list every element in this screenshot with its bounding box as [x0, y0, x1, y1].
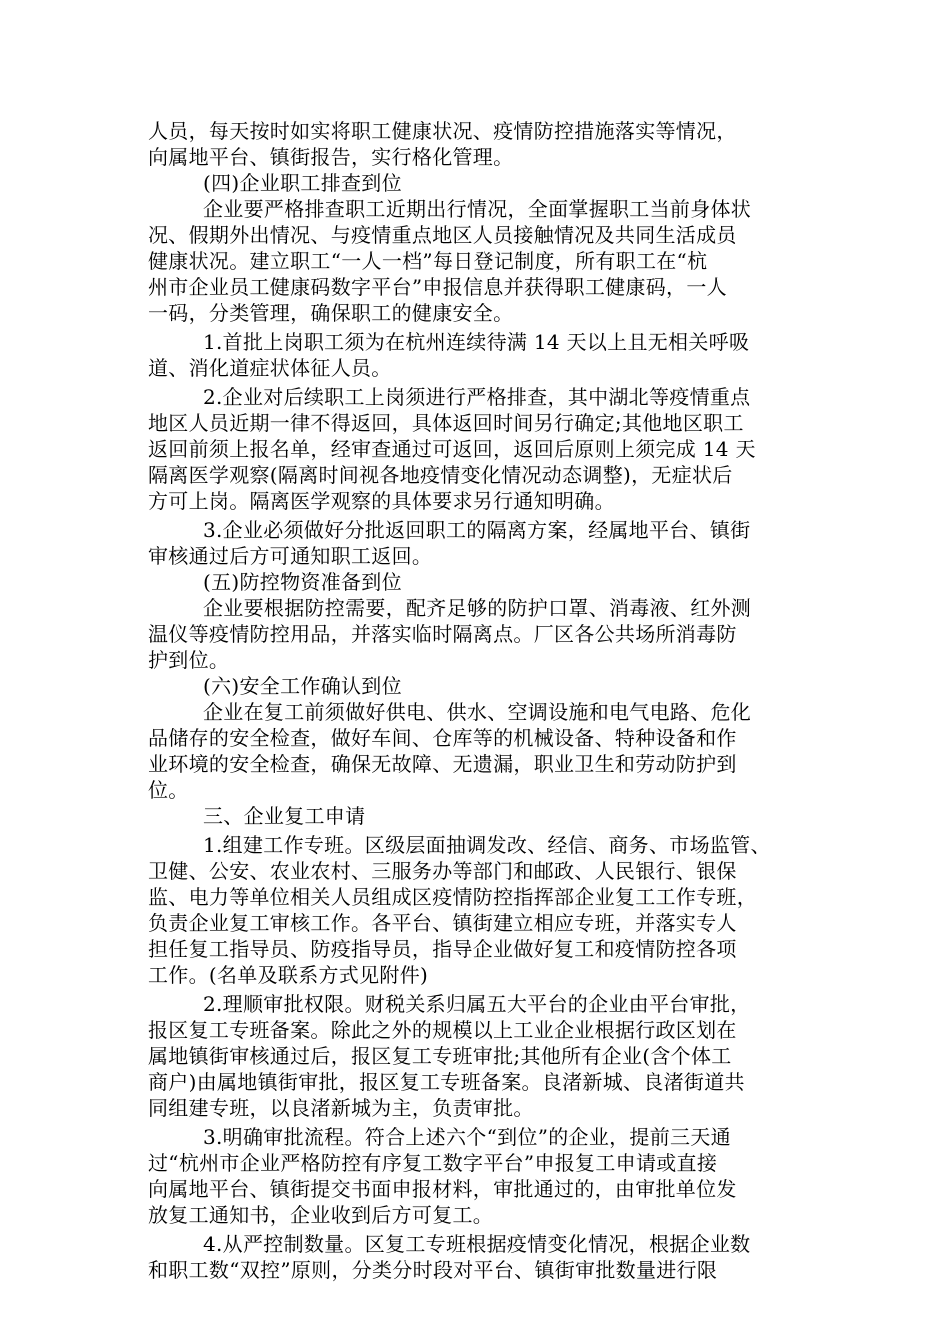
document-line: 企业在复工前须做好供电、供水、空调设施和电气电路、危化 — [203, 700, 752, 724]
document-line: 过“杭州市企业严格防控有序复工数字平台”申报复工申请或直接 — [148, 1151, 718, 1175]
document-line: 同组建专班，以良渚新城为主，负责审批。 — [148, 1096, 534, 1120]
document-line: (四)企业职工排查到位 — [203, 171, 402, 195]
document-line: 报区复工专班备案。除此之外的规模以上工业企业根据行政区划在 — [148, 1018, 737, 1042]
document-line: 4.从严控制数量。区复工专班根据疫情变化情况，根据企业数 — [203, 1232, 751, 1256]
document-line: 3.企业必须做好分批返回职工的隔离方案，经属地平台、镇街 — [203, 518, 751, 542]
document-line: 1.首批上岗职工须为在杭州连续待满 14 天以上且无相关呼吸 — [203, 330, 750, 354]
document-line: 1.组建工作专班。区级层面抽调发改、经信、商务、市场监管、 — [203, 833, 771, 857]
document-line: 企业要根据防控需要，配齐足够的防护口罩、消毒液、红外测 — [203, 596, 752, 620]
document-line: 属地镇街审核通过后，报区复工专班审批;其他所有企业(含个体工 — [148, 1044, 732, 1068]
document-line: 温仪等疫情防控用品，并落实临时隔离点。厂区各公共场所消毒防 — [148, 622, 737, 646]
document-line: 2.企业对后续职工上岗须进行严格排查，其中湖北等疫情重点 — [203, 385, 751, 409]
document-line: 审核通过后方可通知职工返回。 — [148, 544, 433, 568]
document-line: 工作。(名单及联系方式见附件) — [148, 963, 429, 987]
document-line: 况、假期外出情况、与疫情重点地区人员接触情况及共同生活成员 — [148, 223, 737, 247]
document-line: 和职工数“双控”原则，分类分时段对平台、镇街审批数量进行限 — [148, 1258, 718, 1282]
document-line: 负责企业复工审核工作。各平台、镇街建立相应专班，并落实专人 — [148, 911, 737, 935]
document-line: 三、企业复工申请 — [203, 804, 366, 828]
document-line: 健康状况。建立职工“一人一档”每日登记制度，所有职工在“杭 — [148, 249, 708, 273]
document-line: 业环境的安全检查，确保无故障、无遗漏，职业卫生和劳动防护到 — [148, 752, 737, 776]
document-line: 州市企业员工健康码数字平台”申报信息并获得职工健康码，一人 — [148, 275, 727, 299]
document-line: 担任复工指导员、防疫指导员，指导企业做好复工和疫情防控各项 — [148, 937, 737, 961]
document-line: 位。 — [148, 778, 189, 802]
document-line: (五)防控物资准备到位 — [203, 570, 402, 594]
document-line: 企业要严格排查职工近期出行情况，全面掌握职工当前身体状 — [203, 197, 752, 221]
document-line: (六)安全工作确认到位 — [203, 674, 402, 698]
document-line: 监、电力等单位相关人员组成区疫情防控指挥部企业复工工作专班， — [148, 885, 757, 909]
document-line: 2.理顺审批权限。财税关系归属五大平台的企业由平台审批， — [203, 992, 751, 1016]
document-line: 人员，每天按时如实将职工健康状况、疫情防控措施落实等情况， — [148, 119, 737, 143]
document-line: 商户)由属地镇街审批，报区复工专班备案。良渚新城、良渚街道共 — [148, 1070, 745, 1094]
document-line: 放复工通知书，企业收到后方可复工。 — [148, 1203, 494, 1227]
document-line: 地区人员近期一律不得返回，具体返回时间另行确定;其他地区职工 — [148, 411, 744, 435]
document-line: 返回前须上报名单，经审查通过可返回，返回后原则上须完成 14 天 — [148, 437, 756, 461]
document-line: 隔离医学观察(隔离时间视各地疫情变化情况动态调整)，无症状后 — [148, 463, 733, 487]
document-line: 3.明确审批流程。符合上述六个“到位”的企业，提前三天通 — [203, 1125, 731, 1149]
document-line: 方可上岗。隔离医学观察的具体要求另行通知明确。 — [148, 489, 615, 513]
document-line: 道、消化道症状体征人员。 — [148, 356, 392, 380]
document-line: 护到位。 — [148, 648, 230, 672]
document-line: 向属地平台、镇街报告，实行格化管理。 — [148, 145, 514, 169]
document-line: 品储存的安全检查，做好车间、仓库等的机械设备、特种设备和作 — [148, 726, 737, 750]
document-body — [148, 118, 828, 1283]
document-line: 一码，分类管理，确保职工的健康安全。 — [148, 301, 514, 325]
document-line: 卫健、公安、农业农村、三服务办等部门和邮政、人民银行、银保 — [148, 859, 737, 883]
document-line: 向属地平台、镇街提交书面申报材料，审批通过的，由审批单位发 — [148, 1177, 737, 1201]
